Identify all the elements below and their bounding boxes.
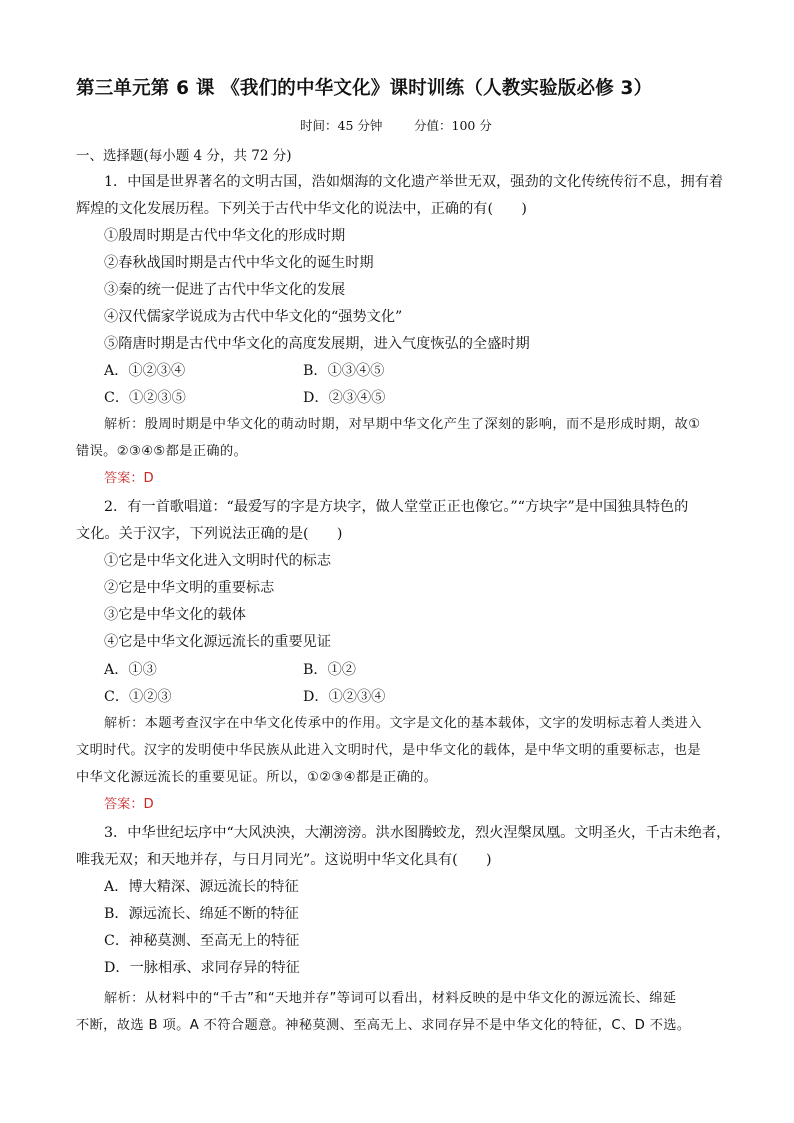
q3-option-d: D．一脉相承、求同存异的特征: [104, 960, 300, 976]
q2-analysis-line3: 中华文化源远流长的重要见证。所以，①②③④都是正确的。: [76, 770, 438, 785]
q2-analysis-text: 本题考查汉字在中华文化传承中的作用。文字是文化的基本载体，文字的发明标志着人类进入: [144, 716, 702, 731]
q1-item-4: ④汉代儒家学说成为古代中华文化的“强势文化”: [104, 309, 403, 325]
q1-item-3: ③秦的统一促进了古代中华文化的发展: [104, 282, 346, 298]
q2-analysis-line1: [104, 714, 702, 734]
section-heading: 一、选择题(每小题 4 分，共 72 分): [76, 148, 292, 164]
q2-item-2: ②它是中华文明的重要标志: [104, 580, 275, 596]
q2-option-c: C．①②③: [104, 689, 172, 705]
q3-option-a: A．博大精深、源远流长的特征: [104, 879, 299, 895]
q3-stem-line1: 3．中华世纪坛序中“大风泱泱，大潮滂滂。洪水图腾蛟龙，烈火涅槃凤凰。文明圣火，千古未绝者，: [104, 825, 731, 841]
q2-stem-line1: 2．有一首歌唱道：“最爱写的字是方块字，做人堂堂正正也像它。”“方块字”是中国独具特色的: [104, 499, 689, 515]
q1-option-c: C．①②③⑤: [104, 390, 186, 406]
q1-analysis-text: 殷周时期是中华文化的萌动时期，对早期中华文化产生了深刻的影响，而不是形成时期，故①: [144, 417, 701, 432]
q2-analysis-label: 解析：: [104, 716, 145, 731]
q2-answer: 答案：D: [104, 797, 154, 812]
q3-option-b: B．源远流长、绵延不断的特征: [104, 906, 299, 922]
q1-option-d: D．②③④⑤: [303, 390, 386, 406]
q2-option-a: A．①③: [104, 662, 157, 678]
q2-item-4: ④它是中华文化源远流长的重要见证: [104, 634, 332, 650]
q1-analysis-line1: [104, 415, 700, 435]
q1-item-5: ⑤隋唐时期是古代中华文化的高度发展期，进入气度恢弘的全盛时期: [104, 336, 530, 352]
q3-analysis-label: 解析：: [104, 991, 145, 1006]
q3-analysis-line1: [104, 989, 676, 1009]
q1-option-b: B．①③④⑤: [303, 363, 385, 379]
q2-item-1: ①它是中华文化进入文明时代的标志: [104, 553, 332, 569]
q3-analysis-line2: 不断，故选 B 项。A 不符合题意。神秘莫测、至高无上、求同存异不是中华文化的特征，C、D 不选。: [76, 1018, 691, 1033]
q1-item-1: ①殷周时期是古代中华文化的形成时期: [104, 228, 346, 244]
q1-analysis-label: 解析：: [104, 417, 145, 432]
q2-stem-line2: 文化。关于汉字，下列说法正确的是( ): [76, 526, 343, 542]
q1-item-2: ②春秋战国时期是古代中华文化的诞生时期: [104, 255, 374, 271]
q2-analysis-line2: 文明时代。汉字的发明使中华民族从此进入文明时代，是中华文化的载体，是中华文明的重要标志，也是: [76, 743, 702, 758]
q1-analysis-line2: 错误。②③④⑤都是正确的。: [76, 444, 248, 459]
q1-stem-line1: 1．中国是世界著名的文明古国，浩如烟海的文化遗产举世无双，强劲的文化传统传衍不息，拥有着: [104, 174, 724, 190]
q3-option-c: C．神秘莫测、至高无上的特征: [104, 933, 300, 949]
q3-stem-line2: 唯我无双；和天地并存，与日月同光”。这说明中华文化具有( ): [76, 852, 492, 868]
q1-stem-line2: 辉煌的文化发展历程。下列关于古代中华文化的说法中，正确的有( ): [76, 201, 527, 217]
q2-item-3: ③它是中华文化的载体: [104, 607, 246, 623]
q2-option-b: B．①②: [303, 662, 356, 678]
q1-answer: 答案：D: [104, 471, 154, 486]
time-limit: 时间：45 分钟: [300, 118, 383, 133]
total-score: 分值：100 分: [414, 118, 492, 133]
q3-analysis-text: 从材料中的“千古”和“天地并存”等词可以看出，材料反映的是中华文化的源远流长、绵延: [144, 991, 677, 1006]
q1-option-a: A．①②③④: [104, 363, 186, 379]
q2-option-d: D．①②③④: [303, 689, 386, 705]
page-title: 第三单元第 6 课 《我们的中华文化》课时训练（人教实验版必修 3）: [76, 78, 653, 99]
